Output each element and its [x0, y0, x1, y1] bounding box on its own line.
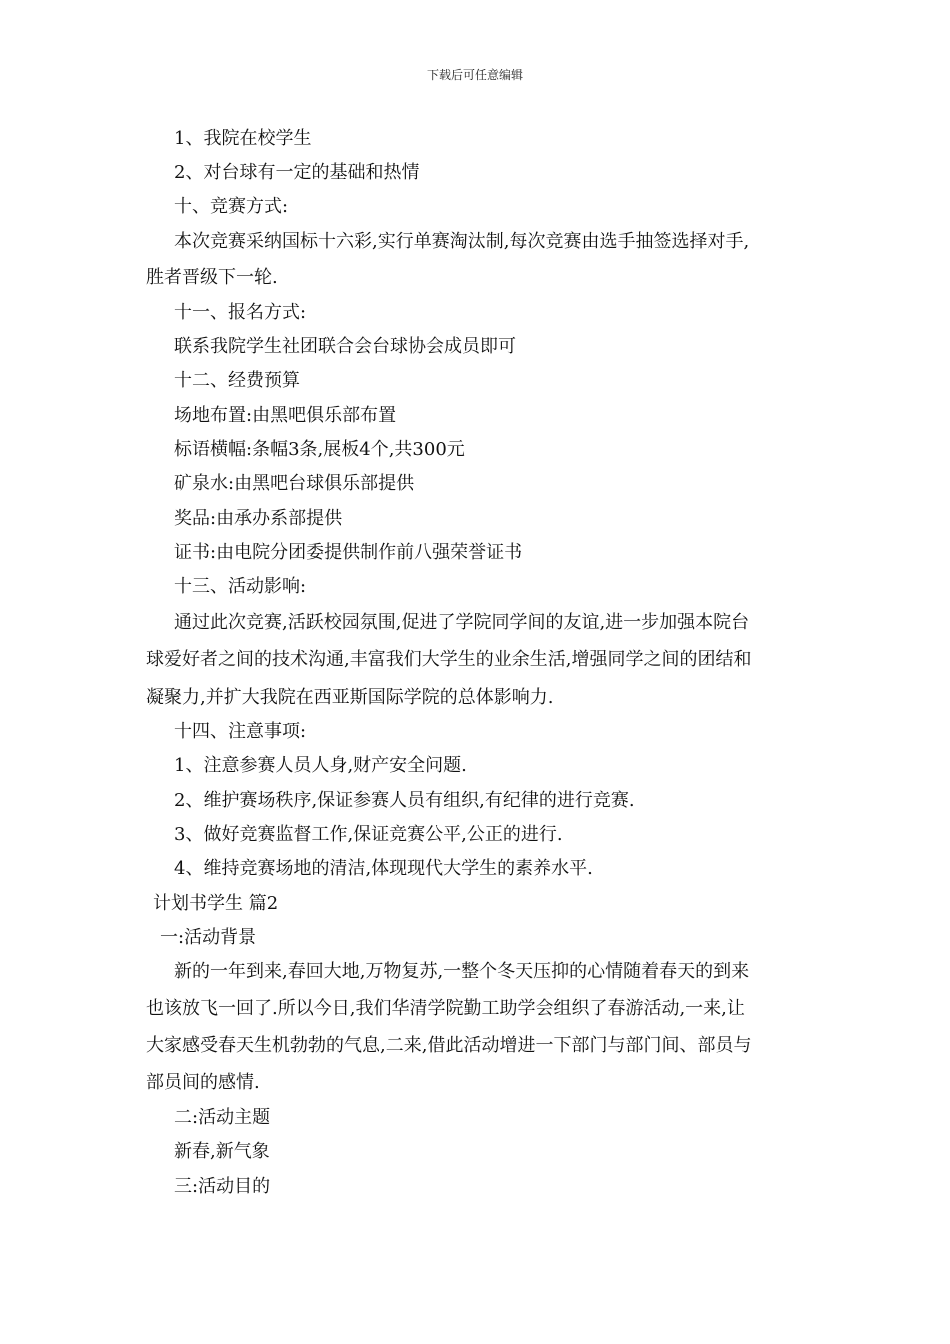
text-line: 场地布置:由黑吧俱乐部布置	[174, 405, 397, 426]
text-line: 4、维持竞赛场地的清洁,体现现代大学生的素养水平.	[174, 858, 593, 879]
text-line: 十三、活动影响:	[174, 576, 307, 597]
text-line: 大家感受春天生机勃勃的气息,二来,借此活动增进一下部门与部门间、部员与	[146, 1035, 752, 1056]
text-line: 二:活动主题	[174, 1107, 271, 1128]
text-line: 3、做好竞赛监督工作,保证竞赛公平,公正的进行.	[174, 824, 563, 845]
text-line: 1、我院在校学生	[174, 128, 312, 149]
text-line: 联系我院学生社团联合会台球协会成员即可	[174, 336, 516, 357]
text-line: 部员间的感情.	[146, 1072, 260, 1093]
section-heading: 计划书学生 篇2	[153, 893, 279, 914]
text-line: 2、对台球有一定的基础和热情	[174, 162, 420, 183]
text-line: 十一、报名方式:	[174, 302, 307, 323]
text-line: 胜者晋级下一轮.	[146, 267, 278, 288]
text-line: 三:活动目的	[174, 1176, 271, 1197]
text-line: 十、竞赛方式:	[174, 196, 289, 217]
text-line: 新的一年到来,春回大地,万物复苏,一整个冬天压抑的心情随着春天的到来	[174, 961, 750, 982]
text-line: 凝聚力,并扩大我院在西亚斯国际学院的总体影响力.	[146, 687, 554, 708]
text-line: 2、维护赛场秩序,保证参赛人员有组织,有纪律的进行竞赛.	[174, 790, 635, 811]
text-line: 球爱好者之间的技术沟通,丰富我们大学生的业余生活,增强同学之间的团结和	[146, 649, 752, 670]
text-line: 1、注意参赛人员人身,财产安全问题.	[174, 755, 467, 776]
text-line: 通过此次竞赛,活跃校园氛围,促进了学院同学间的友谊,进一步加强本院台	[174, 612, 750, 633]
text-line: 奖品:由承办系部提供	[174, 508, 343, 529]
text-line: 标语横幅:条幅3条,展板4个,共300元	[174, 439, 465, 460]
text-line: 十四、注意事项:	[174, 721, 307, 742]
text-line: 矿泉水:由黑吧台球俱乐部提供	[174, 473, 415, 494]
text-line: 新春,新气象	[174, 1141, 270, 1162]
text-line: 本次竞赛采纳国标十六彩,实行单赛淘汰制,每次竞赛由选手抽签选择对手,	[174, 231, 750, 252]
text-line: 一:活动背景	[160, 927, 257, 948]
text-line: 十二、经费预算	[174, 370, 300, 391]
text-line: 证书:由电院分团委提供制作前八强荣誉证书	[174, 542, 523, 563]
text-line: 也该放飞一回了.所以今日,我们华清学院勤工助学会组织了春游活动,一来,让	[146, 998, 745, 1019]
page-header-note: 下载后可任意编辑	[426, 68, 523, 82]
